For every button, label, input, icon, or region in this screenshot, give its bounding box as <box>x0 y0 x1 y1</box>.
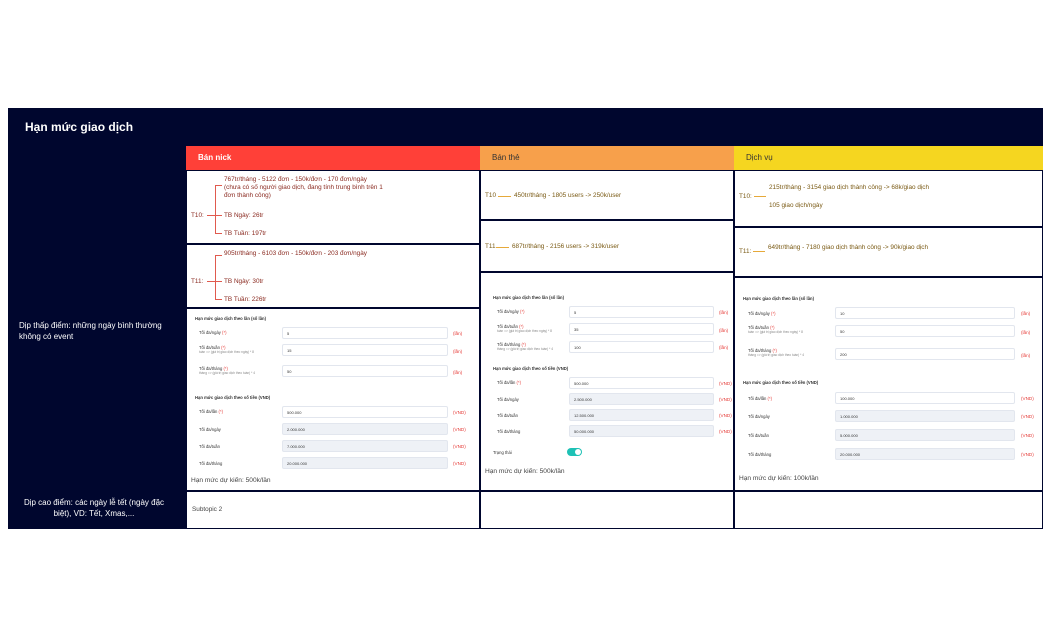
t11-summary: 905tr/tháng - 6103 đơn - 150k/đơn - 203 đơn/ngày <box>224 250 367 257</box>
max-per-week-input[interactable]: 35 <box>569 323 714 335</box>
t11-summary: 687tr/tháng - 2156 users -> 319k/user <box>512 243 620 250</box>
unit-times: (lần) <box>453 349 463 354</box>
max-amount-month-label: Tối đa/tháng <box>497 429 521 434</box>
t10-summary: 215tr/tháng - 3154 giao dịch thành công -> 68k/giao dịch <box>769 184 930 191</box>
unit-times: (lần) <box>719 345 729 350</box>
unit-times: (lần) <box>453 331 463 336</box>
max-per-day-input[interactable]: 10 <box>835 307 1015 319</box>
unit-times: (lần) <box>1021 353 1031 358</box>
max-amount-week-label: Tối đa/tuần <box>497 413 518 418</box>
unit-vnd: (VND) <box>453 444 466 449</box>
row-label-high-season: Dịp cao điểm: các ngày lễ tết (ngày đặc biệt), VD: Tết, Xmas,... <box>23 498 165 518</box>
status-label: Trạng thái <box>493 450 512 455</box>
t10-summary: 767tr/tháng - 5122 đơn - 150k/đơn - 170 đơn/ngày (chưa có số người giao dịch, đang tính trung bình trên 1 đơn thành công) <box>224 176 383 199</box>
estimated-limit: Hạn mức dự kiến: 500k/lần <box>485 468 565 475</box>
max-amount-day-label: Tối đa/ngày <box>497 397 519 402</box>
ban-the-limit-form <box>480 272 734 491</box>
t11-label: T11: <box>191 278 204 285</box>
ban-nick-t10-node <box>186 170 480 244</box>
max-per-day-input[interactable]: 5 <box>569 306 714 318</box>
max-amount-per-day-input[interactable]: 2.500.000 <box>569 393 714 405</box>
max-amount-per-day-input[interactable]: 2.000.000 <box>282 423 448 435</box>
t10-week-avg: TB Tuần: 197tr <box>224 230 267 237</box>
unit-vnd: (VND) <box>1021 414 1034 419</box>
max-per-day-label: Tối đa/ngày (*) <box>199 330 227 335</box>
max-per-week-input[interactable]: 50 <box>835 325 1015 337</box>
unit-vnd: (VND) <box>453 427 466 432</box>
max-amount-per-time-input[interactable]: 500.000 <box>282 406 448 418</box>
max-amount-day-label: Tối đa/ngày <box>748 414 770 419</box>
status-toggle[interactable] <box>567 448 582 456</box>
column-header-ban-nick: Bán nick <box>186 146 480 170</box>
unit-vnd: (VND) <box>719 429 732 434</box>
estimated-limit: Hạn mức dự kiến: 100k/lần <box>739 475 819 482</box>
limits-board <box>8 108 1043 529</box>
count-limit-section-title: Hạn mức giao dịch theo lần (số lần) <box>743 296 814 301</box>
max-per-week-label: Tối đa/tuần (*) tuần => (giá trị giao dịch theo ngày) * 8 <box>199 345 254 354</box>
estimated-limit: Hạn mức dự kiến: 500k/lần <box>191 477 271 484</box>
max-per-month-label: Tối đa/tháng (*) tháng => (giá trị giao dịch theo tuần) * 4 <box>199 366 255 375</box>
t10-label: T10: <box>739 193 752 200</box>
max-per-week-label: Tối đa/tuần (*) tuần => (giá trị giao dịch theo ngày) * 8 <box>748 325 803 334</box>
dich-vu-limit-form <box>734 277 1043 491</box>
max-per-time-label: Tối đa/lần (*) <box>497 380 521 385</box>
max-amount-week-label: Tối đa/tuần <box>748 433 769 438</box>
max-amount-per-week-input[interactable]: 12.500.000 <box>569 409 714 421</box>
unit-times: (lần) <box>453 370 463 375</box>
unit-vnd: (VND) <box>719 381 732 386</box>
max-amount-per-week-input[interactable]: 5.000.000 <box>835 429 1015 441</box>
unit-vnd: (VND) <box>1021 396 1034 401</box>
amount-limit-section-title: Hạn mức giao dịch theo số tiền (VND) <box>195 395 271 400</box>
max-amount-week-label: Tối đa/tuần <box>199 444 220 449</box>
dich-vu-peak-cell <box>734 491 1043 529</box>
dich-vu-t11-node <box>734 227 1043 277</box>
max-per-day-label: Tối đa/ngày (*) <box>497 309 525 314</box>
max-per-month-label: Tối đa/tháng (*) tháng => (giá trị giao dịch theo tuần) * 4 <box>497 342 553 351</box>
max-per-week-input[interactable]: 15 <box>282 344 448 356</box>
ban-nick-peak-cell <box>186 491 480 529</box>
unit-vnd: (VND) <box>719 413 732 418</box>
unit-times: (lần) <box>719 310 729 315</box>
t10-summary: 450tr/tháng - 1805 users -> 250k/user <box>514 192 622 199</box>
board-title: Hạn mức giao dịch <box>25 120 134 134</box>
max-amount-per-day-input[interactable]: 1.000.000 <box>835 410 1015 422</box>
max-per-day-label: Tối đa/ngày (*) <box>748 311 776 316</box>
t10-label: T10 <box>485 192 497 199</box>
max-per-week-label: Tối đa/tuần (*) tuần => (giá trị giao dịch theo ngày) * 8 <box>497 324 552 333</box>
row-label-low-season: Dịp thấp điểm: những ngày bình thường không có event <box>19 321 162 341</box>
max-amount-month-label: Tối đa/tháng <box>199 461 223 466</box>
t10-label: T10: <box>191 212 204 219</box>
unit-vnd: (VND) <box>453 410 466 415</box>
t11-label: T11 <box>485 243 496 250</box>
t11-label: T11: <box>739 248 752 255</box>
max-amount-per-month-input[interactable]: 20.000.000 <box>282 457 448 469</box>
max-amount-per-time-input[interactable]: 500.000 <box>569 377 714 389</box>
ban-the-peak-cell <box>480 491 734 529</box>
max-amount-day-label: Tối đa/ngày <box>199 427 221 432</box>
ban-the-t11-node <box>480 220 734 272</box>
max-amount-per-time-input[interactable]: 100.000 <box>835 392 1015 404</box>
count-limit-section-title: Hạn mức giao dịch theo lần (số lần) <box>493 295 564 300</box>
max-amount-per-week-input[interactable]: 7.000.000 <box>282 440 448 452</box>
unit-vnd: (VND) <box>453 461 466 466</box>
unit-times: (lần) <box>1021 330 1031 335</box>
max-per-month-input[interactable]: 100 <box>569 341 714 353</box>
t11-summary: 649tr/tháng - 7180 giao dịch thành công -> 90k/giao dịch <box>768 244 929 251</box>
amount-limit-section-title: Hạn mức giao dịch theo số tiền (VND) <box>743 380 819 385</box>
unit-vnd: (VND) <box>1021 452 1034 457</box>
t11-week-avg: TB Tuần: 226tr <box>224 296 267 303</box>
max-per-time-label: Tối đa/lần (*) <box>748 396 772 401</box>
max-per-month-input[interactable]: 200 <box>835 348 1015 360</box>
ban-nick-t11-node <box>186 244 480 308</box>
subtopic-node[interactable]: Subtopic 2 <box>192 506 223 513</box>
dich-vu-t10-node <box>734 170 1043 227</box>
ban-nick-limit-form <box>186 308 480 491</box>
unit-times: (lần) <box>719 328 729 333</box>
ban-the-t10-node <box>480 170 734 220</box>
unit-vnd: (VND) <box>1021 433 1034 438</box>
t10-day-avg: TB Ngày: 26tr <box>224 212 264 219</box>
column-header-dich-vu: Dịch vụ <box>734 146 1043 170</box>
t11-day-avg: TB Ngày: 30tr <box>224 278 264 285</box>
unit-vnd: (VND) <box>719 397 732 402</box>
max-per-time-label: Tối đa/lần (*) <box>199 409 223 414</box>
count-limit-section-title: Hạn mức giao dịch theo lần (số lần) <box>195 316 266 321</box>
max-per-day-input[interactable]: 5 <box>282 327 448 339</box>
max-amount-per-month-input[interactable]: 50.000.000 <box>569 425 714 437</box>
amount-limit-section-title: Hạn mức giao dịch theo số tiền (VND) <box>493 366 569 371</box>
max-amount-per-month-input[interactable]: 20.000.000 <box>835 448 1015 460</box>
column-header-ban-the: Bán thẻ <box>480 146 734 170</box>
t10-daily: 105 giao dịch/ngày <box>769 202 823 209</box>
unit-times: (lần) <box>1021 311 1031 316</box>
max-per-month-input[interactable]: 50 <box>282 365 448 377</box>
max-amount-month-label: Tối đa/tháng <box>748 452 772 457</box>
max-per-month-label: Tối đa/tháng (*) tháng => (giá trị giao dịch theo tuần) * 4 <box>748 348 804 357</box>
